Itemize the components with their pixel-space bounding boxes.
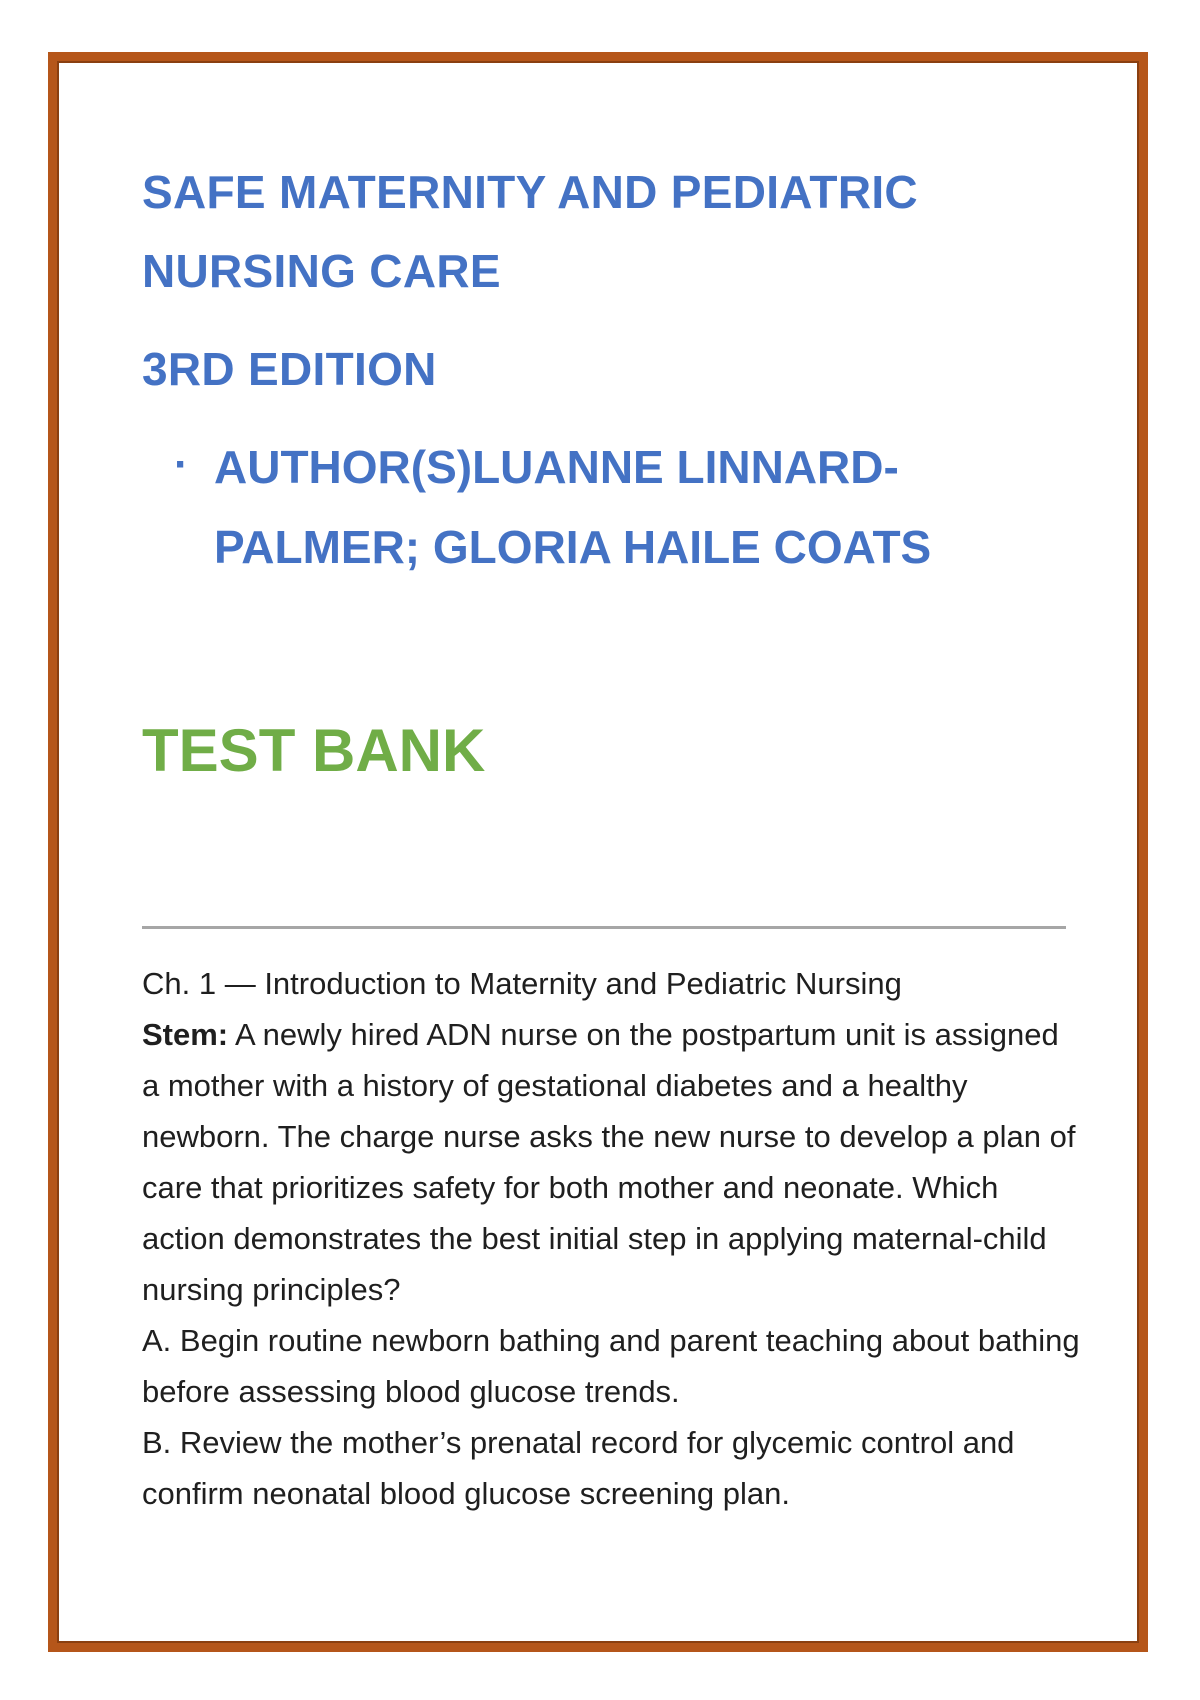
- answer-option-a: A. Begin routine newborn bathing and parent teaching about bathing before assessing blood glucose trends.: [142, 1323, 1080, 1409]
- question-stem: [142, 1009, 1082, 1315]
- stem-label: Stem:: [142, 1017, 229, 1052]
- book-title-line-2: NURSING CARE: [142, 245, 501, 297]
- section-divider: [142, 926, 1066, 929]
- edition-label: 3RD EDITION: [142, 343, 437, 395]
- author-bullet: ·: [174, 440, 189, 489]
- author-line-1: AUTHOR(S)LUANNE LINNARD-: [214, 441, 899, 493]
- chapter-heading: Ch. 1 — Introduction to Maternity and Pediatric Nursing: [142, 966, 902, 1001]
- answer-option-b: B. Review the mother’s prenatal record for glycemic control and confirm neonatal blood glucose screening plan.: [142, 1425, 1015, 1511]
- book-title-line-1: SAFE MATERNITY AND PEDIATRIC: [142, 166, 918, 218]
- test-bank-heading: TEST BANK: [142, 717, 486, 784]
- question-block: [142, 958, 1082, 1519]
- stem-text: A newly hired ADN nurse on the postpartum unit is assigned a mother with a history of gestational diabetes and a healthy newborn. The charge nurse asks the new nurse to develop a plan of care that prioritizes safety for both mother and neonate. Which action demonstrates the best initial step in applying maternal-child nursing principles?: [142, 1017, 1076, 1307]
- author-line-2: PALMER; GLORIA HAILE COATS: [214, 521, 932, 573]
